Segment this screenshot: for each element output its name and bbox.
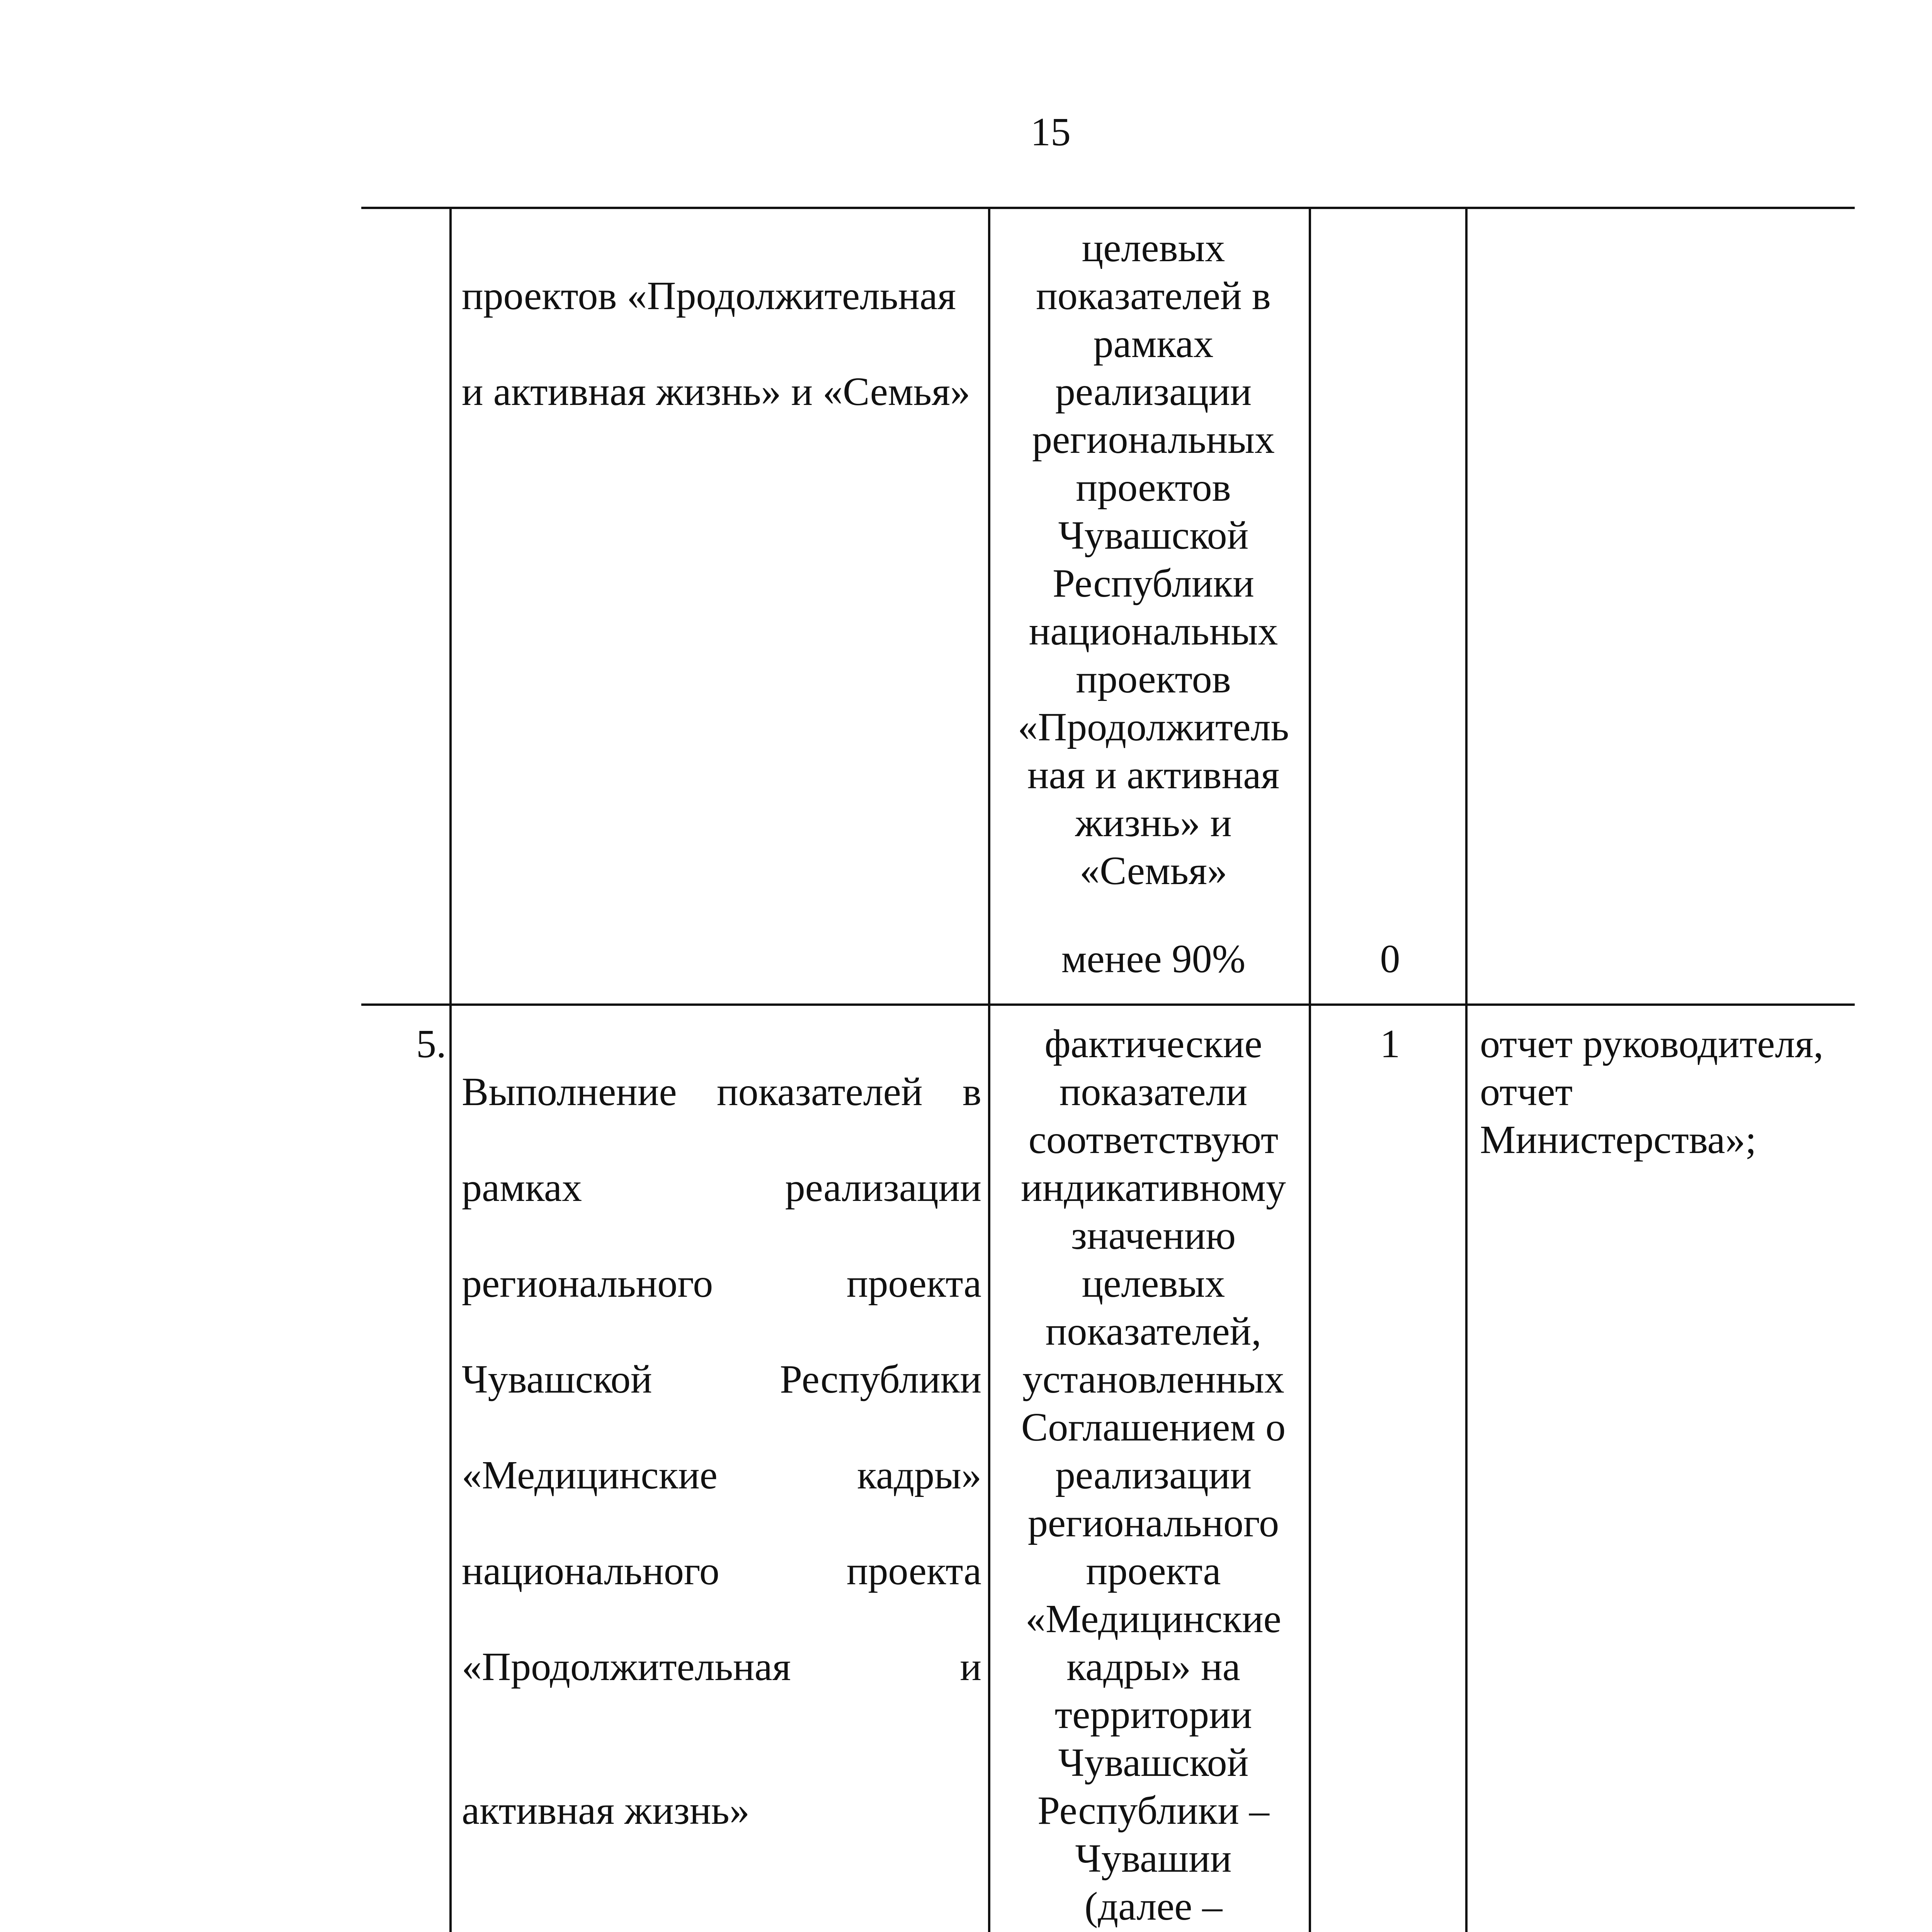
name-word: реализации — [785, 1165, 981, 1210]
name-word: «Продолжительная — [462, 1645, 791, 1689]
name-line: проектов «Продолжительная — [462, 274, 956, 318]
column-divider-4 — [1465, 207, 1468, 1932]
row-divider — [361, 1003, 1855, 1006]
criterion-name-cell — [462, 1020, 981, 1883]
column-divider-3 — [1309, 207, 1311, 1932]
table-top-border — [361, 207, 1855, 209]
row-number: 5. — [416, 1022, 446, 1066]
score-cell: 1 — [1380, 1022, 1400, 1066]
name-word: активная жизнь» — [462, 1788, 750, 1833]
name-word: проекта — [846, 1549, 981, 1593]
name-word: и — [960, 1645, 981, 1689]
criteria-cell: целевых показателей в рамках реализации региональных проектов Чувашской Республики национальных проектов «Продолжитель ная и активная жизнь» и «Семья» — [1018, 226, 1289, 893]
name-word: проекта — [846, 1261, 981, 1306]
source-cell: отчет руководителя, отчет Министерства»; — [1480, 1022, 1824, 1162]
name-word: в — [962, 1070, 981, 1114]
name-word: Республики — [780, 1357, 981, 1401]
criteria-cell: фактические показатели соответствуют индикативному значению целевых показателей, установленных Соглашением о реализации регионального проекта «Медицинские кадры» на территории Чувашской Республики – Чувашии (далее – — [1020, 1022, 1286, 1929]
name-word: Чувашской — [462, 1357, 652, 1401]
name-line: и активная жизнь» и «Семья» — [462, 369, 971, 414]
criterion-name-cell — [462, 224, 981, 464]
page-number: 15 — [1031, 110, 1071, 154]
name-word: «Медицинские — [462, 1453, 718, 1497]
column-divider-1 — [449, 207, 452, 1932]
criteria-cell: менее 90% — [1061, 937, 1246, 981]
name-word: Выполнение — [462, 1070, 677, 1114]
name-word: регионального — [462, 1261, 713, 1306]
column-divider-2 — [988, 207, 990, 1932]
name-word: показателей — [716, 1070, 923, 1114]
score-cell: 0 — [1380, 937, 1400, 981]
name-word: национального — [462, 1549, 719, 1593]
name-word: кадры» — [857, 1453, 981, 1497]
name-word: рамках — [462, 1165, 582, 1210]
